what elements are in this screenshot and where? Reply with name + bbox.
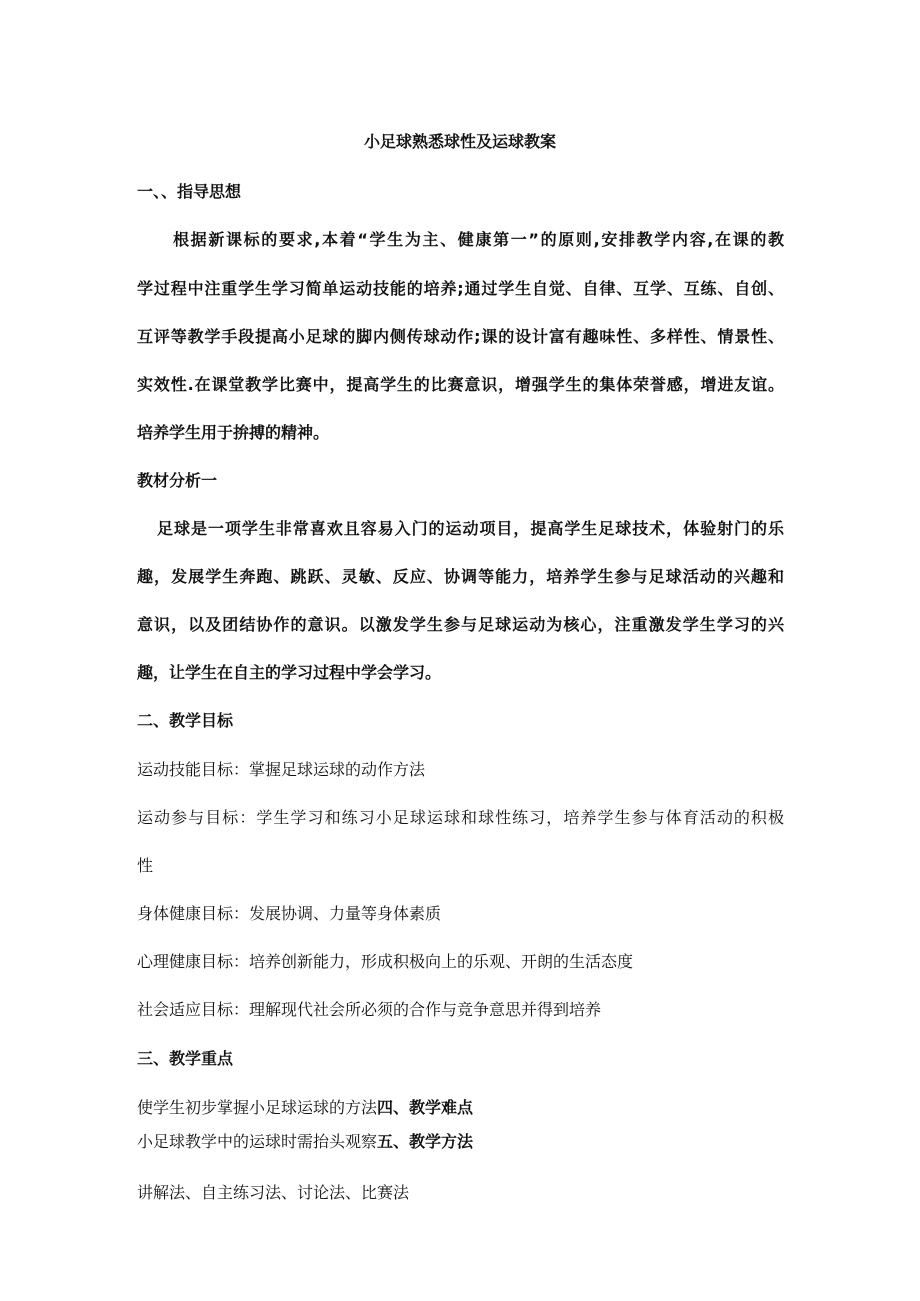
goal-line: 社会适应目标：理解现代社会所必须的合作与竞争意思并得到培养 — [137, 1000, 602, 1019]
section1-para-line: 互评等教学手段提高小足球的脚内侧传球动作;课的设计富有趣味性、多样性、情景性、 — [137, 327, 784, 346]
section2-heading: 二、教学目标 — [137, 711, 234, 730]
key-point-text: 使学生初步掌握小足球运球的方法 — [137, 1098, 378, 1117]
analysis-heading: 教材分析一 — [137, 471, 218, 490]
analysis-para-line: 意识，以及团结协作的意识。以激发学生参与足球运动为核心，注重激发学生学习的兴 — [137, 615, 784, 634]
document-title: 小足球熟悉球性及运球教案 — [363, 132, 556, 151]
methods-line: 讲解法、自主练习法、讨论法、比赛法 — [137, 1183, 410, 1202]
section1-heading: 一、、指导思想 — [137, 182, 242, 201]
difficulty-line — [137, 1132, 473, 1152]
goal-line: 运动技能目标：掌握足球运球的动作方法 — [137, 760, 426, 779]
analysis-para-line: 趣，让学生在自主的学习过程中学会学习。 — [137, 663, 442, 682]
difficulty-text: 小足球教学中的运球时需抬头观察 — [137, 1132, 378, 1151]
section1-para-line: 实效性.在课堂教学比赛中，提高学生的比赛意识，增强学生的集体荣誉感，增进友谊。 — [137, 375, 784, 394]
section1-para-line: 学过程中注重学生学习简单运动技能的培养;通过学生自觉、自律、互学、互练、自创、 — [137, 279, 784, 298]
section5-heading: 五、教学方法 — [377, 1132, 474, 1151]
section1-para-line: 培养学生用于拚搏的精神。 — [137, 423, 330, 442]
goal-line: 身体健康目标：发展协调、力量等身体素质 — [137, 904, 442, 923]
goal-line: 运动参与目标：学生学习和练习小足球运球和球性练习，培养学生参与体育活动的积极 — [137, 808, 784, 827]
section1-para-line: 根据新课标的要求,本着“学生为主、健康第一”的原则,安排教学内容,在课的教 — [173, 230, 784, 249]
goal-line: 性 — [137, 856, 154, 875]
key-point-line — [137, 1098, 473, 1118]
goal-line: 心理健康目标：培养创新能力，形成积极向上的乐观、开朗的生活态度 — [137, 952, 634, 971]
section4-heading: 四、教学难点 — [377, 1098, 474, 1117]
analysis-para-line: 趣，发展学生奔跑、跳跃、灵敏、反应、协调等能力，培养学生参与足球活动的兴趣和 — [137, 567, 784, 586]
analysis-para-line: 足球是一项学生非常喜欢且容易入门的运动项目，提高学生足球技术，体验射门的乐 — [157, 519, 784, 538]
section3-heading: 三、教学重点 — [137, 1049, 234, 1068]
